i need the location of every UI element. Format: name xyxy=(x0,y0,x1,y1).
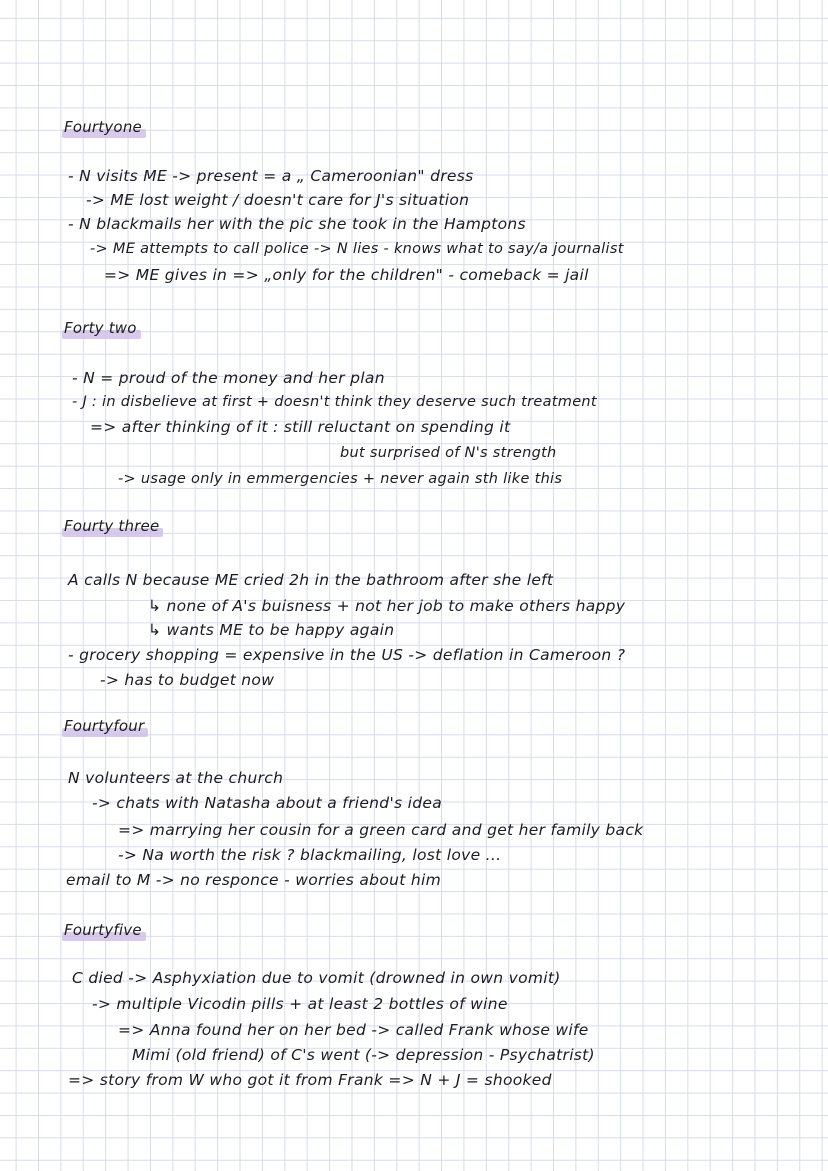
note-line: - N = proud of the money and her plan xyxy=(72,369,385,387)
note-line: A calls N because ME cried 2h in the bathroom after she left xyxy=(68,571,554,589)
section-heading xyxy=(62,920,146,940)
note-line: ↳ none of A's buisness + not her job to make others happy xyxy=(148,597,626,615)
note-line: => after thinking of it : still reluctant on spending it xyxy=(90,418,511,436)
section-heading xyxy=(62,716,148,736)
note-line: N volunteers at the church xyxy=(68,769,284,787)
note-line: -> chats with Natasha about a friend's idea xyxy=(92,794,442,812)
note-line: - J : in disbelieve at first + doesn't think they deserve such treatment xyxy=(72,394,597,410)
note-line: -> Na worth the risk ? blackmailing, lost love ... xyxy=(118,846,502,864)
note-line: Mimi (old friend) of C's went (-> depression - Psychatrist) xyxy=(132,1046,595,1064)
note-line: => ME gives in => „only for the children" - comeback = jail xyxy=(104,266,589,284)
section-heading xyxy=(62,318,141,338)
heading-text: Fourty three xyxy=(64,517,160,535)
heading-text: Forty two xyxy=(64,319,137,337)
note-line: -> has to budget now xyxy=(100,671,275,689)
note-line: - N blackmails her with the pic she took in the Hamptons xyxy=(68,215,526,233)
note-line: ↳ wants ME to be happy again xyxy=(148,621,395,639)
note-line: email to M -> no responce - worries about him xyxy=(66,871,441,889)
note-line: but surprised of N's strength xyxy=(340,445,557,461)
section-heading xyxy=(62,516,163,536)
note-line: -> ME attempts to call police -> N lies - knows what to say/a journalist xyxy=(90,241,624,257)
section-heading xyxy=(62,117,146,137)
note-line: -> usage only in emmergencies + never again sth like this xyxy=(118,471,563,487)
heading-text: Fourtyfour xyxy=(64,717,145,735)
note-line: - N visits ME -> present = a „ Cameroonian" dress xyxy=(68,167,474,185)
note-line: C died -> Asphyxiation due to vomit (drowned in own vomit) xyxy=(72,969,561,987)
heading-text: Fourtyone xyxy=(64,118,142,136)
note-line: -> ME lost weight / doesn't care for J's situation xyxy=(86,191,470,209)
note-line: -> multiple Vicodin pills + at least 2 bottles of wine xyxy=(92,995,508,1013)
note-line: - grocery shopping = expensive in the US -> deflation in Cameroon ? xyxy=(68,646,626,664)
note-line: => story from W who got it from Frank => N + J = shooked xyxy=(68,1071,552,1089)
heading-text: Fourtyfive xyxy=(64,921,142,939)
note-line: => Anna found her on her bed -> called Frank whose wife xyxy=(118,1021,589,1039)
note-line: => marrying her cousin for a green card and get her family back xyxy=(118,821,644,839)
